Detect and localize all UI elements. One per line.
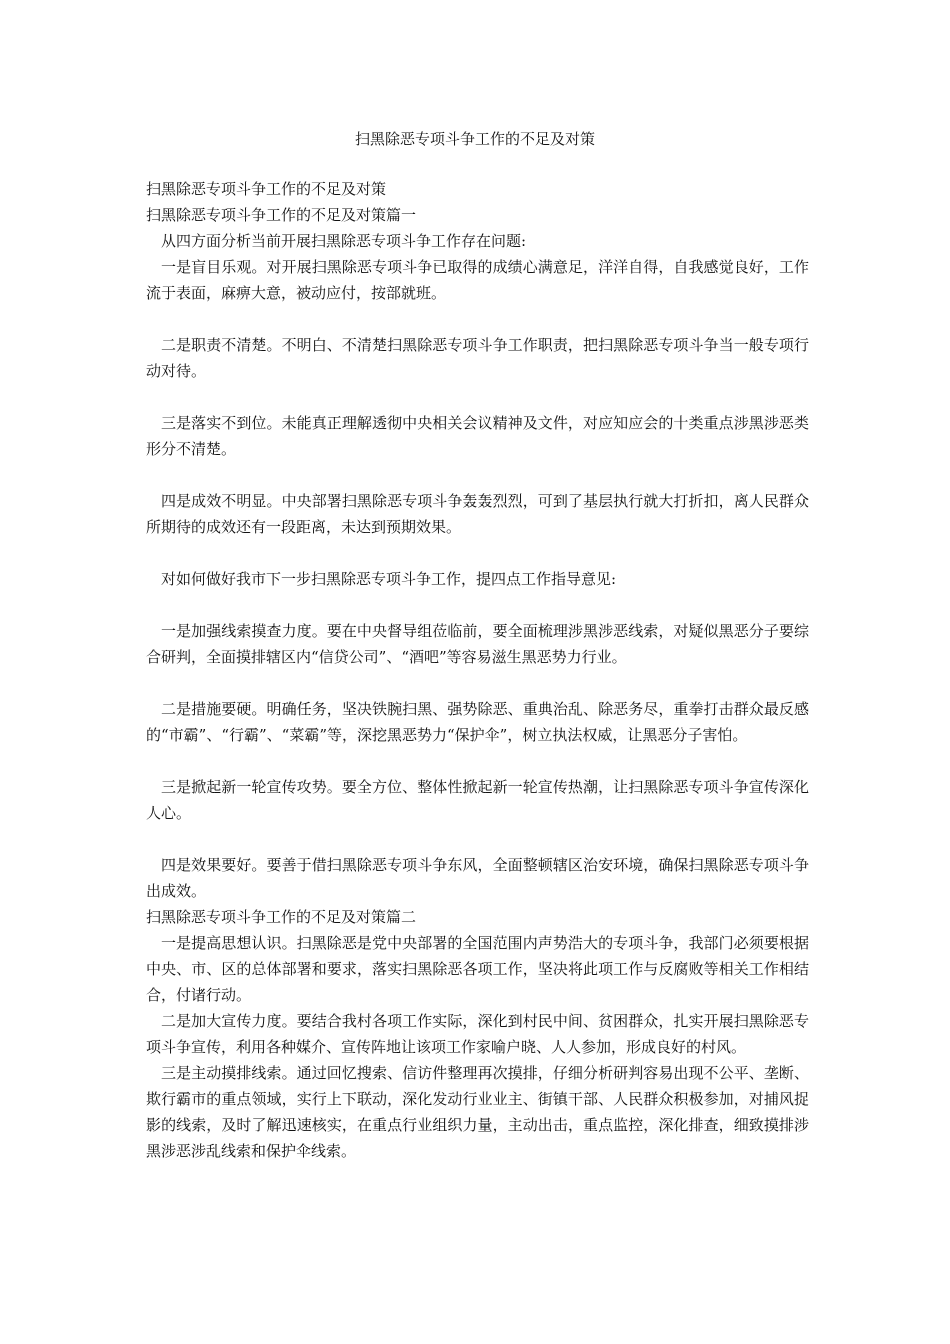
guidance-intro: 对如何做好我市下一步扫黑除恶专项斗争工作，提四点工作指导意见: — [161, 570, 617, 588]
document-body — [146, 176, 809, 1164]
guidance-paragraph: 三是掀起新一轮宣传攻势。要全方位、整体性掀起新一轮宣传热潮，让扫黑除恶专项斗争宣传深化人心。 — [146, 778, 809, 822]
section-two-paragraph: 二是加大宣传力度。要结合我村各项工作实际，深化到村民中间、贫困群众，扎实开展扫黑除恶专项斗争宣传，利用各种媒介、宣传阵地让该项工作家喻户晓、人人参加，形成良好的村风。 — [146, 1012, 809, 1056]
section-two-heading: 扫黑除恶专项斗争工作的不足及对策篇二 — [146, 908, 417, 926]
problem-paragraph: 二是职责不清楚。不明白、不清楚扫黑除恶专项斗争工作职责，把扫黑除恶专项斗争当一般专项行动对待。 — [146, 336, 809, 380]
section-two-paragraph: 一是提高思想认识。扫黑除恶是党中央部署的全国范围内声势浩大的专项斗争，我部门必须要根据中央、市、区的总体部署和要求，落实扫黑除恶各项工作，坚决将此项工作与反腐败等相关工作相结合，付诸行动。 — [146, 934, 809, 1004]
guidance-paragraph: 四是效果要好。要善于借扫黑除恶专项斗争东风，全面整顿辖区治安环境，确保扫黑除恶专项斗争出成效。 — [146, 856, 809, 900]
heading-repeat: 扫黑除恶专项斗争工作的不足及对策 — [146, 180, 387, 198]
problem-paragraph: 四是成效不明显。中央部署扫黑除恶专项斗争轰轰烈烈，可到了基层执行就大打折扣，离人民群众所期待的成效还有一段距离，未达到预期效果。 — [146, 492, 809, 536]
section-one-intro: 从四方面分析当前开展扫黑除恶专项斗争工作存在问题: — [161, 232, 527, 250]
guidance-paragraph: 二是措施要硬。明确任务，坚决铁腕扫黑、强势除恶、重典治乱、除恶务尽，重拳打击群众最反感的“市霸”、“行霸”、“菜霸”等，深挖黑恶势力“保护伞”，树立执法权威，让黑恶分子害怕。 — [146, 700, 809, 744]
guidance-paragraph: 一是加强线索摸查力度。要在中央督导组莅临前，要全面梳理涉黑涉恶线索，对疑似黑恶分子要综合研判，全面摸排辖区内“信贷公司”、“酒吧”等容易滋生黑恶势力行业。 — [146, 622, 809, 666]
document-title: 扫黑除恶专项斗争工作的不足及对策 — [354, 130, 595, 148]
problem-paragraph: 三是落实不到位。未能真正理解透彻中央相关会议精神及文件，对应知应会的十类重点涉黑涉恶类形分不清楚。 — [146, 414, 809, 458]
section-one-heading: 扫黑除恶专项斗争工作的不足及对策篇一 — [146, 206, 417, 224]
section-two-paragraph: 三是主动摸排线索。通过回忆搜索、信访件整理再次摸排，仔细分析研判容易出现不公平、垄断、欺行霸市的重点领域，实行上下联动，深化发动行业业主、街镇干部、人民群众积极参加，对捕风捉影的线索，及时了解迅速核实，在重点行业组织力量，主动出击，重点监控，深化排查，细致摸排涉黑涉恶涉乱线索和保护伞线索。 — [146, 1064, 809, 1160]
problem-paragraph: 一是盲目乐观。对开展扫黑除恶专项斗争已取得的成绩心满意足，洋洋自得，自我感觉良好，工作流于表面，麻痹大意，被动应付，按部就班。 — [146, 258, 809, 302]
